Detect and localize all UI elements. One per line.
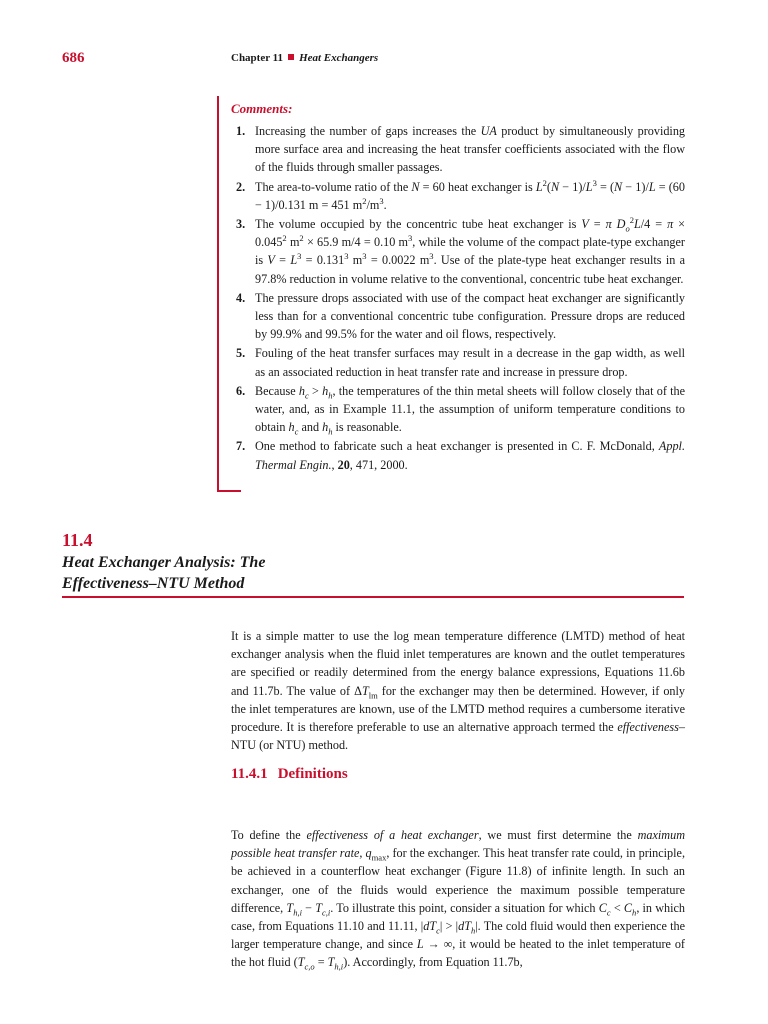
page-number: 686 <box>62 50 85 66</box>
square-bullet-icon <box>288 54 294 60</box>
comment-item <box>231 122 685 177</box>
running-head <box>231 52 378 64</box>
comment-text: The volume occupied by the concentric tube heat exchanger is V = π $D_o^2L/4 = \pi \times 0.045^2$ $m^2 \times 65.9$ m/4 = 0.10 $m^3$, while the volume of the compact plate-type exchanger is $V = L^3 = 0.131^3$ $m^3 = 0.0022$ $m^3$. Use of the plate-type heat exchanger results in a 97.8% reduction in volume relative to the conventional, concentric tube heat exchanger. <box>255 214 686 286</box>
subsection-number: 11.4.1 <box>231 766 268 782</box>
comments-list <box>231 122 685 475</box>
subsection-title: Definitions <box>277 766 348 782</box>
comment-number: 3. <box>236 217 246 232</box>
comment-text: Fouling of the heat transfer surfaces may result in a decrease in the gap width, as well as an associated reduction in heat transfer rate and increase in pressure drop. <box>255 346 685 379</box>
section-intro-paragraph: It is a simple matter to use the log mean temperature difference (LMTD) method of heat exchanger analysis when the fluid inlet temperatures are known and the outlet temperatures are specified or readily determined from the energy balance expressions, Equations 11.6b and 11.7b. The value of $\Delta T_{lm}$ for the exchanger may then be determined. However, if only the inlet temperatures are known, use of the LMTD method requires a cumbersome iterative procedure. It is therefore preferable to use an alternative approach termed the effectiveness–NTU (or NTU) method. <box>231 629 685 753</box>
chapter-title: Heat Exchangers <box>299 52 379 64</box>
comment-item <box>231 437 685 473</box>
section-title <box>62 552 362 594</box>
comments-rule-foot <box>217 490 241 492</box>
comment-item <box>231 344 685 380</box>
section-number: 11.4 <box>62 530 93 550</box>
comments-margin-rule <box>217 96 219 492</box>
comment-text: The area-to-volume ratio of the N = 60 heat exchanger is $L^2(N - 1)/L^3 = (N - 1)/L = (60 - 1)/0.131$ m = 451 $m^2/m^3$. <box>255 177 685 212</box>
comment-text: The pressure drops associated with use of the compact heat exchanger are significantly less than for a conventional concentric tube configuration. Pressure drops are reduced by 99.9% and 99.5% for the water and oil flows, respectively. <box>255 290 685 342</box>
comment-number: 1. <box>236 124 246 138</box>
comment-item <box>231 289 685 344</box>
comment-number: 4. <box>236 290 246 305</box>
comment-text: Increasing the number of gaps increases the UA product by simultaneously providing more surface area and increasing the heat transfer coefficients associated with the flow of the fluids through smaller passages. <box>255 124 686 175</box>
comment-number: 2. <box>236 179 246 194</box>
chapter-label: Chapter 11 <box>231 52 284 64</box>
comments-heading: Comments: <box>231 101 293 116</box>
section-title-line-1: Heat Exchanger Analysis: The <box>62 554 266 571</box>
comment-text: One method to fabricate such a heat exchanger is presented in C. F. McDonald, Appl. Thermal Engin., 20, 471, 2000. <box>255 439 685 472</box>
definitions-paragraph: To define the effectiveness of a heat exchanger, we must first determine the maximum possible heat transfer rate, $q_{max}$, for the exchanger. This heat transfer rate could, in principle, be achieved in a counterflow heat exchanger (Figure 11.8) of infinite length. In such an exchanger, one of the fluids would experience the maximum possible temperature difference, $T_{h,i} - T_{c,i}$. To illustrate this point, consider a situation for which $C_c < C_h$, in which case, from Equations 11.10 and 11.11, $|dT_c| > |dT_h|$. The cold fluid would then experience the larger temperature change, and since L → ∞, it would be heated to the inlet temperature of the hot fluid $(T_{c,o} = T_{h,i})$. Accordingly, from Equation 11.7b, <box>231 828 685 972</box>
comment-number: 6. <box>236 383 246 398</box>
section-rule <box>62 596 684 598</box>
comment-item <box>231 178 685 214</box>
comment-number: 5. <box>236 346 246 361</box>
comment-item <box>231 215 685 288</box>
comment-text: Because $h_c > h_h$, the temperatures of the thin metal sheets will follow closely that of the water, and, as in Example 11.1, the assumption of uniform temperature conditions to obtain $h_c$ and $h_h$ is reasonable. <box>255 383 686 437</box>
comment-number: 7. <box>236 439 246 454</box>
comment-item <box>231 382 685 437</box>
section-title-line-2: Effectiveness–NTU Method <box>62 575 245 592</box>
subsection-heading <box>231 766 358 783</box>
